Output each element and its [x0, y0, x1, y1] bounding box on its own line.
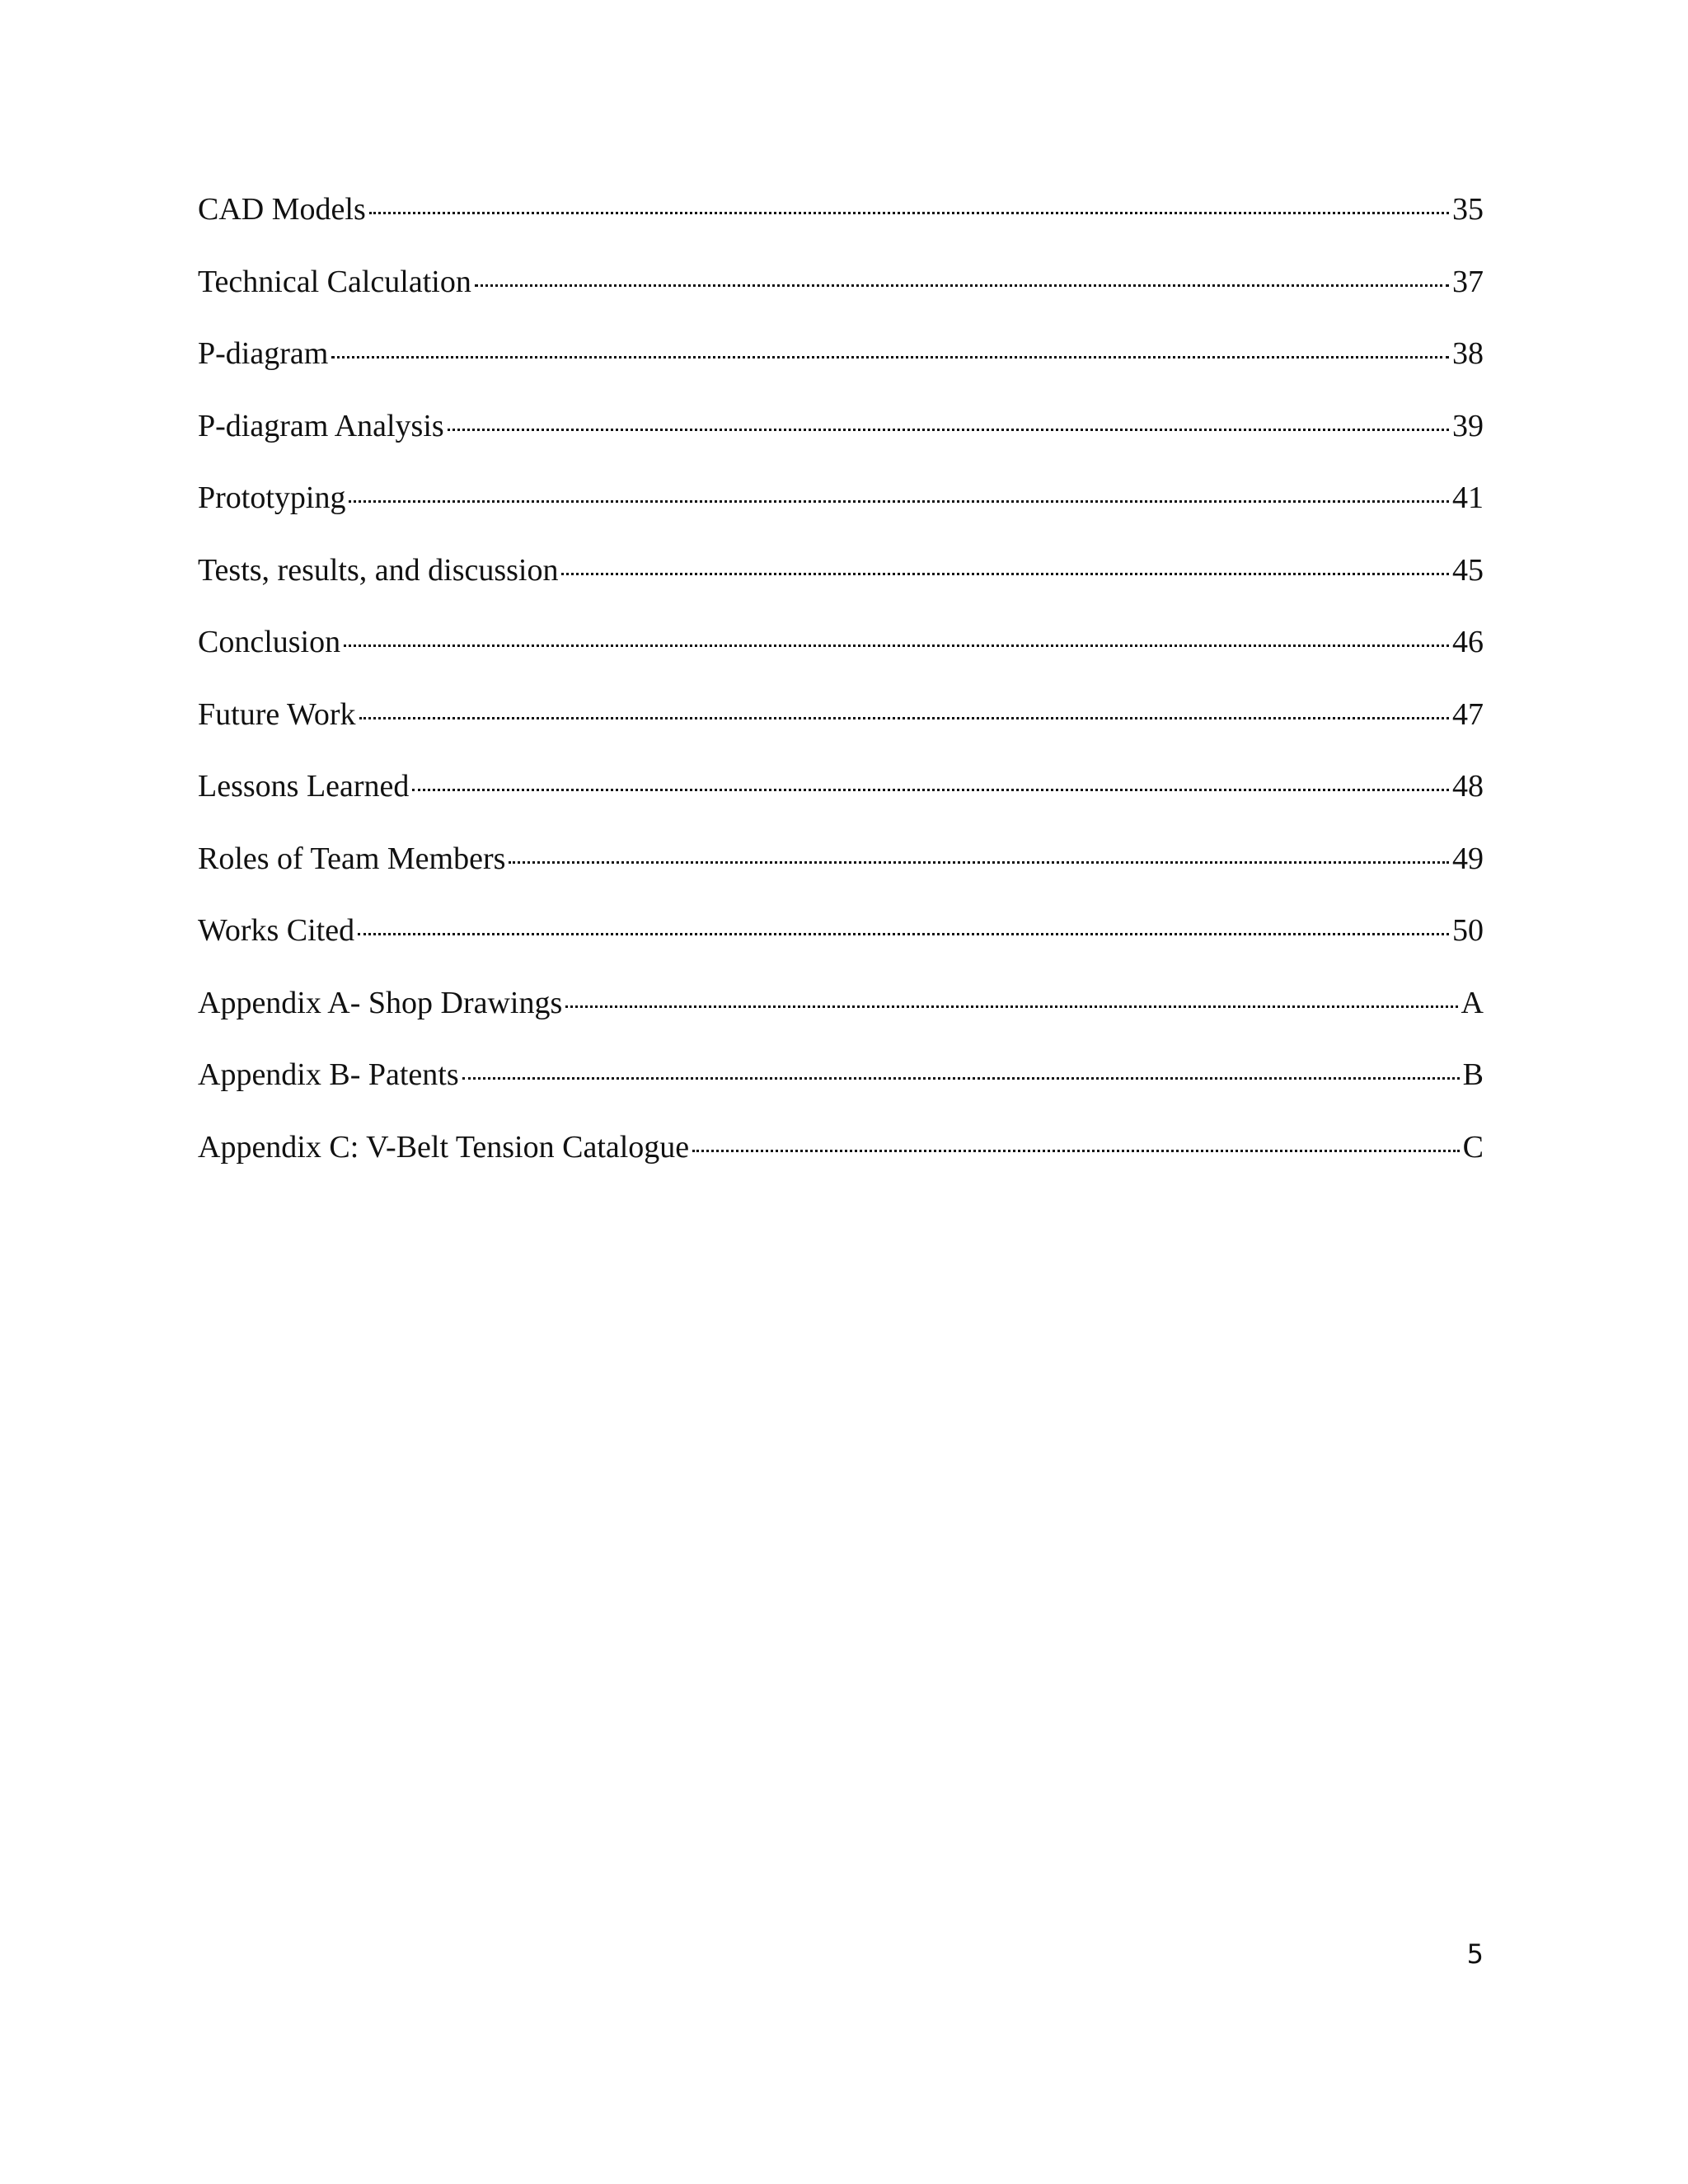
- toc-dot-leader: [358, 933, 1449, 935]
- toc-entry-title: Tests, results, and discussion: [198, 552, 559, 588]
- toc-dot-leader: [509, 861, 1449, 864]
- toc-entry-title: Lessons Learned: [198, 769, 410, 804]
- toc-entry-title: Appendix A- Shop Drawings: [198, 985, 563, 1020]
- toc-dot-leader: [349, 500, 1449, 503]
- toc-entry[interactable]: [198, 696, 1484, 771]
- toc-entry-title: Appendix C: V-Belt Tension Catalogue: [198, 1129, 690, 1165]
- toc-dot-leader: [344, 644, 1449, 647]
- toc-entry-page: 48: [1452, 769, 1484, 804]
- toc-dot-leader: [462, 1077, 1460, 1080]
- toc-entry[interactable]: [198, 410, 1484, 483]
- toc-dot-leader: [565, 1005, 1457, 1008]
- toc-entry-page: 46: [1452, 625, 1484, 659]
- toc-entry[interactable]: [198, 1059, 1484, 1132]
- toc-entry[interactable]: [198, 194, 1484, 266]
- toc-entry[interactable]: [198, 843, 1484, 916]
- toc-entry[interactable]: [198, 338, 1484, 410]
- toc-entry-page: 47: [1452, 696, 1484, 732]
- toc-entry-page: 50: [1452, 913, 1484, 948]
- toc-entry[interactable]: [198, 266, 1484, 339]
- toc-entry-page: 37: [1452, 264, 1484, 299]
- toc-entry[interactable]: [198, 552, 1484, 627]
- toc-entry[interactable]: [198, 771, 1484, 843]
- toc-entry-page: 39: [1452, 408, 1484, 443]
- toc-entry-title: P-diagram Analysis: [198, 408, 444, 443]
- toc-entry-page: 49: [1452, 841, 1484, 876]
- toc-entry-title: Technical Calculation: [198, 264, 471, 299]
- toc-dot-leader: [561, 573, 1449, 575]
- toc-entry[interactable]: [198, 987, 1484, 1060]
- toc-entry-title: Prototyping: [198, 480, 346, 515]
- toc-dot-leader: [331, 356, 1449, 359]
- toc-entry[interactable]: [198, 915, 1484, 987]
- toc-entry-page: A: [1461, 985, 1484, 1020]
- toc-entry[interactable]: [198, 626, 1484, 699]
- toc-entry-page: B: [1462, 1057, 1484, 1092]
- page-number: 5: [1466, 1938, 1484, 1970]
- toc-entry-title: Works Cited: [198, 913, 355, 948]
- toc-entry-title: Conclusion: [198, 625, 341, 659]
- toc-dot-leader: [369, 212, 1449, 214]
- toc-entry-page: 41: [1452, 480, 1484, 515]
- toc-entry-page: C: [1462, 1129, 1484, 1165]
- toc-dot-leader: [448, 429, 1449, 431]
- toc-entry-page: 38: [1452, 336, 1484, 371]
- toc-entry-title: Future Work: [198, 696, 356, 732]
- toc-entry-page: 35: [1452, 192, 1484, 227]
- toc-dot-leader: [359, 717, 1449, 719]
- toc-entry-title: Roles of Team Members: [198, 841, 506, 876]
- toc-entry[interactable]: [198, 482, 1484, 555]
- toc-entry-title: P-diagram: [198, 336, 329, 371]
- toc-dot-leader: [475, 284, 1449, 287]
- table-of-contents: [198, 194, 1484, 1203]
- toc-entry[interactable]: [198, 1129, 1484, 1204]
- toc-entry-title: CAD Models: [198, 192, 366, 227]
- toc-dot-leader: [412, 789, 1449, 791]
- toc-entry-page: 45: [1452, 552, 1484, 588]
- toc-dot-leader: [692, 1150, 1459, 1152]
- toc-entry-title: Appendix B- Patents: [198, 1057, 459, 1092]
